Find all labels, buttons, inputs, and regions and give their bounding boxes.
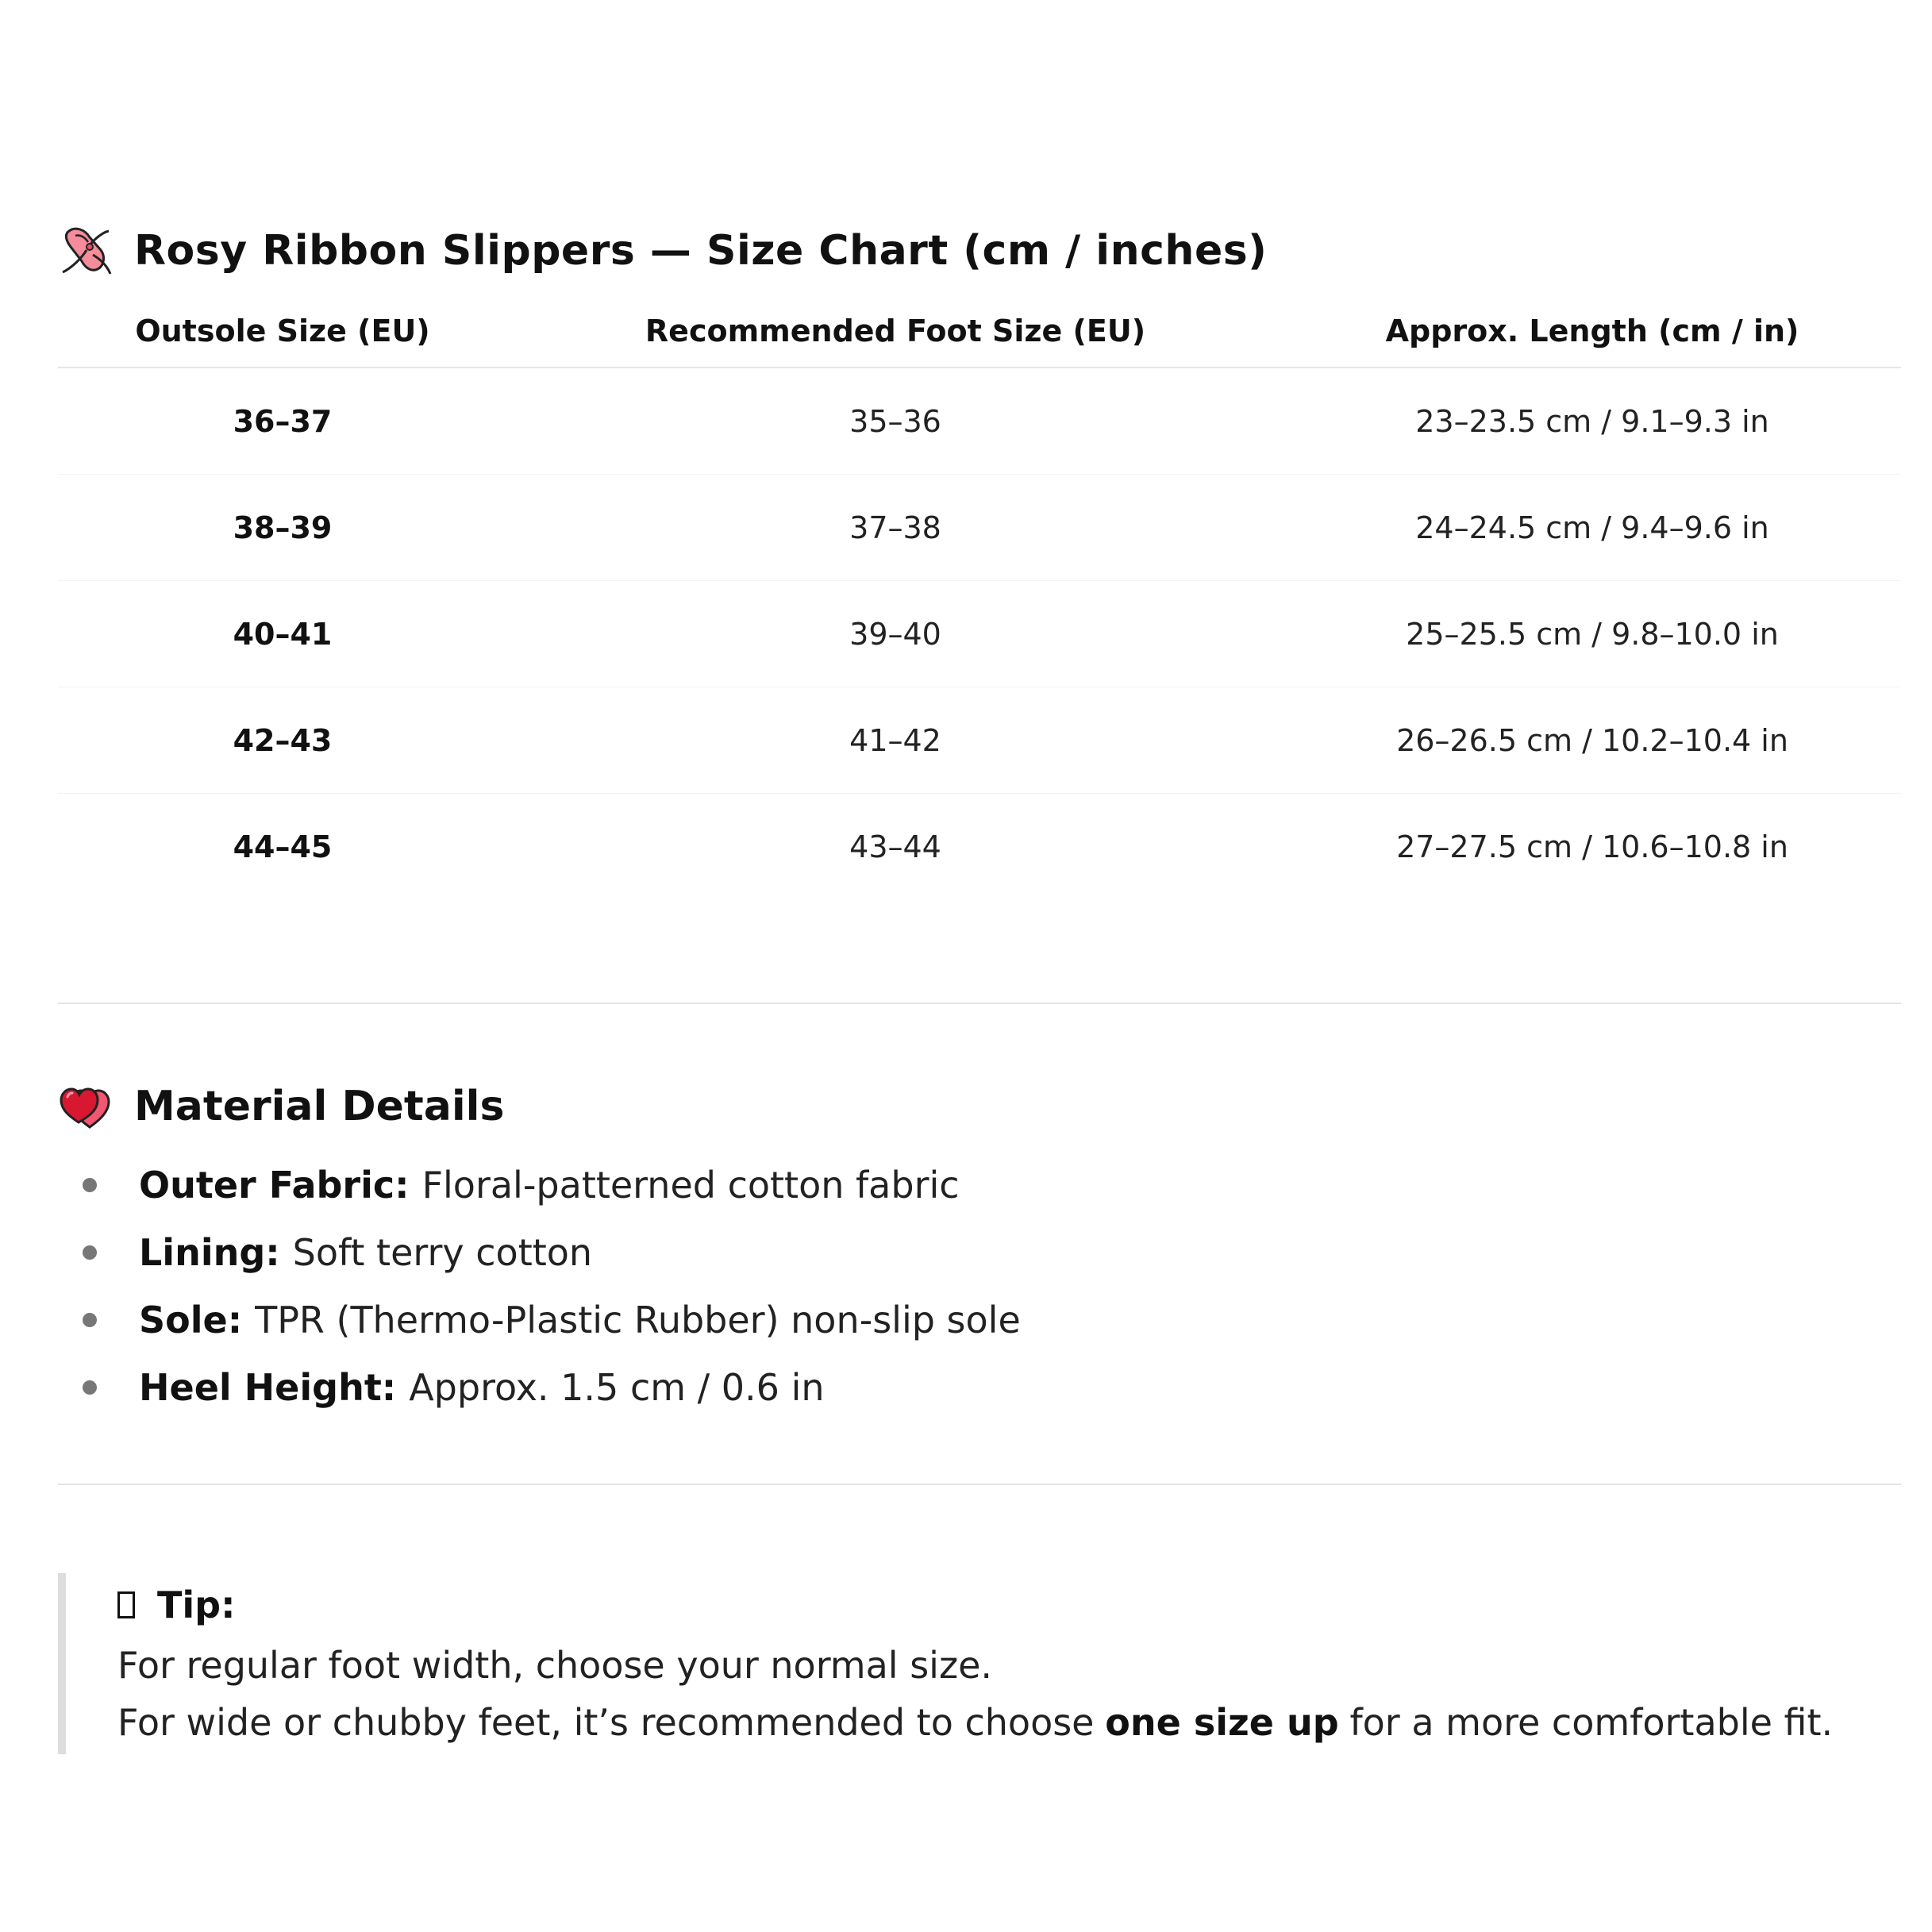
tip-line-1: For regular foot width, choose your normal size. [117, 1644, 993, 1687]
title-row [58, 213, 1267, 289]
cell-outsole: 38–39 [58, 475, 507, 581]
tip-line-2-before: For wide or chubby feet, it’s recommended to choose [117, 1701, 1095, 1744]
cell-outsole: 36–37 [58, 368, 507, 475]
cell-foot-size: 39–40 [507, 581, 1284, 687]
missing-glyph-icon [117, 1591, 135, 1618]
ballet-slipper-icon [58, 223, 114, 279]
material-label: Lining: [139, 1230, 280, 1274]
tip-line-2 [117, 1694, 1833, 1751]
cell-foot-size: 43–44 [849, 829, 941, 864]
table-row [58, 475, 1901, 581]
section-divider [58, 1003, 1901, 1004]
cell-length: 24–24.5 cm / 9.4–9.6 in [1284, 475, 1901, 581]
list-item [58, 1151, 1021, 1218]
cell-foot-size: 37–38 [507, 475, 1284, 581]
header-approx-length: Approx. Length (cm / in) [1284, 295, 1901, 368]
material-value: TPR (Thermo-Plastic Rubber) non-slip sole [255, 1298, 1021, 1341]
header-recommended-foot-size: Recommended Foot Size (EU) [507, 295, 1284, 368]
cell-outsole: 40–41 [58, 581, 507, 687]
cell-foot-size: 35–36 [507, 368, 1284, 475]
material-label: Sole: [139, 1298, 243, 1341]
table-row [58, 581, 1901, 687]
cell-outsole: 42–43 [58, 687, 507, 794]
section-divider [58, 1484, 1901, 1485]
bullet-icon [83, 1380, 97, 1395]
material-label: Heel Height: [139, 1365, 397, 1409]
page-title: Rosy Ribbon Slippers — Size Chart (cm / inches) [134, 227, 1268, 275]
cell-length: 23–23.5 cm / 9.1–9.3 in [1284, 368, 1901, 475]
material-list [58, 1151, 1021, 1421]
bullet-icon [83, 1178, 97, 1192]
cell-length: 27–27.5 cm / 10.6–10.8 in [1396, 829, 1788, 864]
tip-body [117, 1573, 1833, 1751]
table-row [58, 368, 1901, 475]
size-table [58, 295, 1901, 899]
tip-emphasis: one size up [1105, 1701, 1339, 1744]
size-chart-page [58, 0, 1901, 1932]
cell-outsole: 44–45 [233, 829, 333, 864]
tip-line-2-after: for a more comfortable fit. [1349, 1701, 1834, 1744]
tip-heading-row [117, 1573, 1833, 1637]
material-value: Floral-patterned cotton fabric [421, 1163, 960, 1207]
bullet-icon [83, 1245, 97, 1260]
list-item [58, 1286, 1021, 1353]
tip-callout [58, 1573, 1884, 1754]
header-outsole-size: Outsole Size (EU) [58, 295, 507, 368]
bullet-icon [83, 1313, 97, 1327]
cell-length: 26–26.5 cm / 10.2–10.4 in [1284, 687, 1901, 794]
material-value: Soft terry cotton [292, 1230, 593, 1274]
two-hearts-icon [58, 1083, 110, 1130]
table-header-row [58, 295, 1901, 368]
table-row [58, 687, 1901, 794]
tip-heading: Tip: [157, 1584, 236, 1626]
cell-foot-size: 41–42 [507, 687, 1284, 794]
list-item [58, 1353, 1021, 1421]
material-title: Material Details [134, 1083, 505, 1130]
cell-length: 25–25.5 cm / 9.8–10.0 in [1284, 581, 1901, 687]
material-title-row [58, 1073, 504, 1140]
tip-accent-bar [58, 1573, 66, 1754]
list-item [58, 1218, 1021, 1286]
material-value: Approx. 1.5 cm / 0.6 in [409, 1365, 825, 1409]
material-label: Outer Fabric: [139, 1163, 410, 1207]
table-row [58, 794, 1901, 900]
